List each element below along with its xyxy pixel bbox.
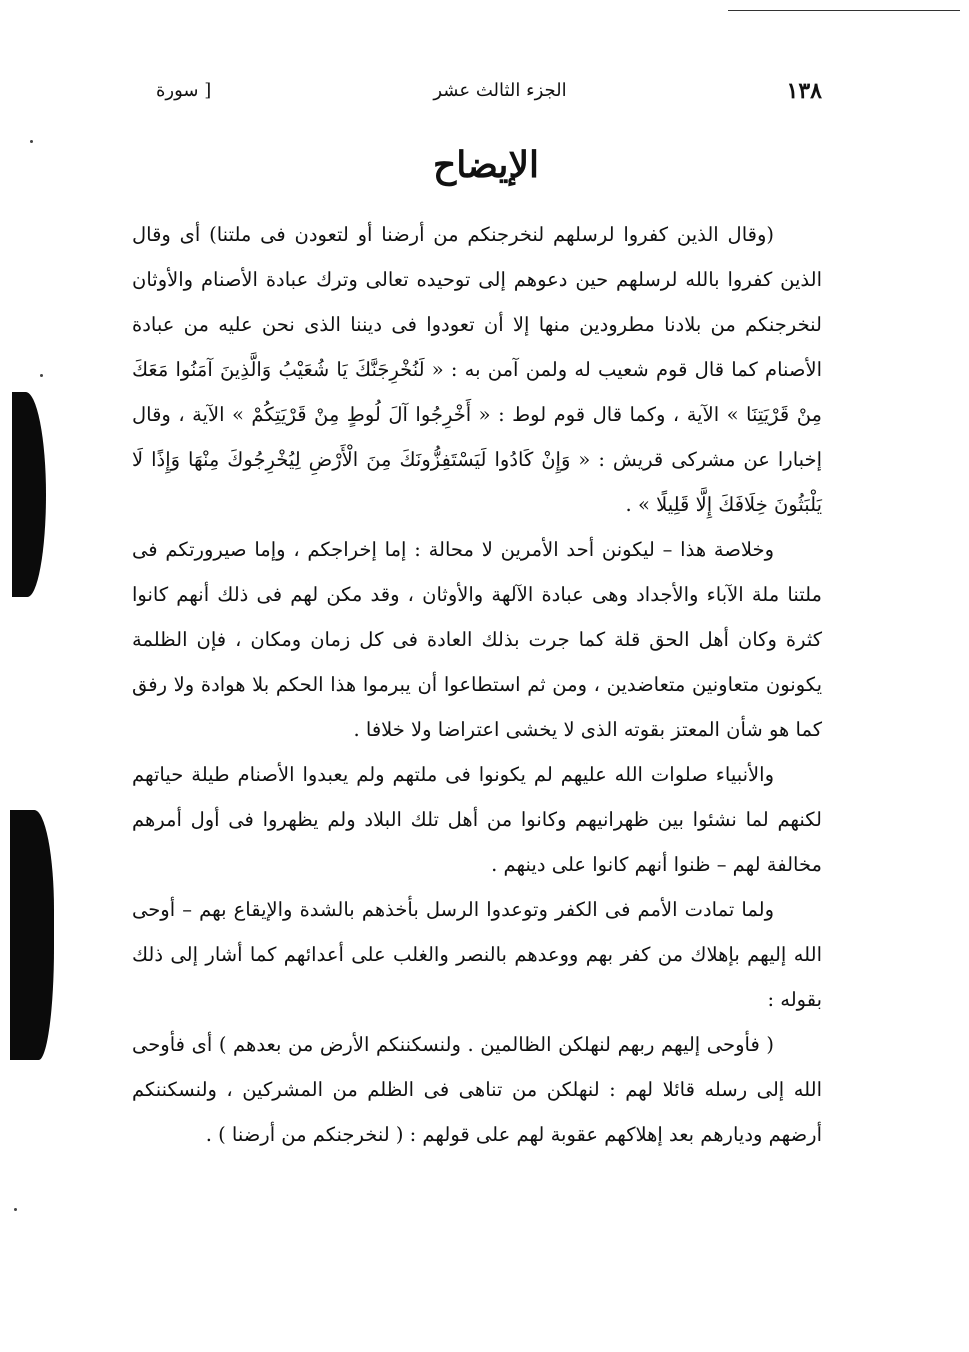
- part-title: الجزء الثالث عشر: [433, 80, 567, 101]
- page-header: [150, 74, 822, 116]
- section-title: الإيضاح: [433, 144, 539, 186]
- scan-margin-mark: [10, 810, 54, 1060]
- paragraph: وخلاصة هذا – ليكونن أحد الأمرين لا محالة : إما إخراجكم ، وإما صيرورتكم فى ملتنا ملة الآباء والأجداد وهى عبادة الآلهة والأوثان ، وقد مكن لهم فى ذلك أنهم كانوا كثرة وكان أهل الحق قلة كما جرت بذلك العادة فى كل زمان ومكان ، فإن الظلمة يكونون متعاونين متعاضدين ، ومن ثم استطاعوا أن يبرموا هذا الحكم بلا هوادة ولا رفق كما هو شأن المعتز بقوته الذى لا يخشى اعتراضا ولا خلافا .: [132, 538, 822, 741]
- paragraph: والأنبياء صلوات الله عليهم لم يكونوا فى ملتهم ولم يعبدوا الأصنام طيلة حياتهم لكنهم لما نشئوا بين ظهرانيهم وكانوا من أهل تلك البلاد ولم يظهروا فى أول أمرهم مخالفة لهم – ظنوا أنهم كانوا على دينهم .: [132, 763, 822, 876]
- paragraph: ولما تمادت الأمم فى الكفر وتوعدوا الرسل بأخذهم بالشدة والإيقاع بهم – أوحى الله إليهم بإهلاك من كفر بهم ووعدهم بالنصر والغلب على أعدائهم كما أشار إلى ذلك بقوله :: [132, 898, 822, 1011]
- paragraph: ( فأوحى إليهم ربهم لنهلكن الظالمين . ولنسكننكم الأرض من بعدهم ) أى فأوحى الله إلى رسله قائلا لهم : لنهلكن من تناهى فى الظلم من المشركين ، ولنسكننكم أرضهم وديارهم بعد إهلاكهم عقوبة لهم على قولهم : ( لنخرجنكم من أرضنا ) .: [132, 1033, 822, 1146]
- surah-label: [ سورة: [156, 80, 212, 101]
- top-rule: [728, 10, 960, 11]
- page-number: ١٣٨: [786, 78, 822, 104]
- scan-margin-mark: [12, 392, 46, 597]
- scan-speck: [14, 1208, 17, 1211]
- scan-speck: [30, 140, 33, 143]
- body-text: [132, 212, 822, 1157]
- paragraph: (وقال الذين كفروا لرسلهم لنخرجنكم من أرضنا أو لتعودن فى ملتنا) أى وقال الذين كفروا بالله لرسلهم حين دعوهم إلى توحيده تعالى وترك عبادة الأصنام والأوثان لنخرجنكم من بلادنا مطرودين منها إلا أن تعودوا فى ديننا الذى نحن عليه من عبادة الأصنام كما قال قوم شعيب له ولمن آمن به : « لَنُخْرِجَنَّكَ يَا شُعَيْبُ وَالَّذِينَ آمَنُوا مَعَكَ مِنْ قَرْيَتِنَا » الآية ، وكما قال قوم لوط : « أَخْرِجُوا آلَ لُوطٍ مِنْ قَرْيَتِكُمْ » الآية ، وقال إخبارا عن مشركى قريش : « وَإِنْ كَادُوا لَيَسْتَفِزُّونَكَ مِنَ الْأَرْضِ لِيُخْرِجُوكَ مِنْهَا وَإِذًا لَا يَلْبَثُونَ خِلَافَكَ إِلَّا قَلِيلًا » .: [132, 223, 822, 516]
- scan-speck: [40, 374, 43, 377]
